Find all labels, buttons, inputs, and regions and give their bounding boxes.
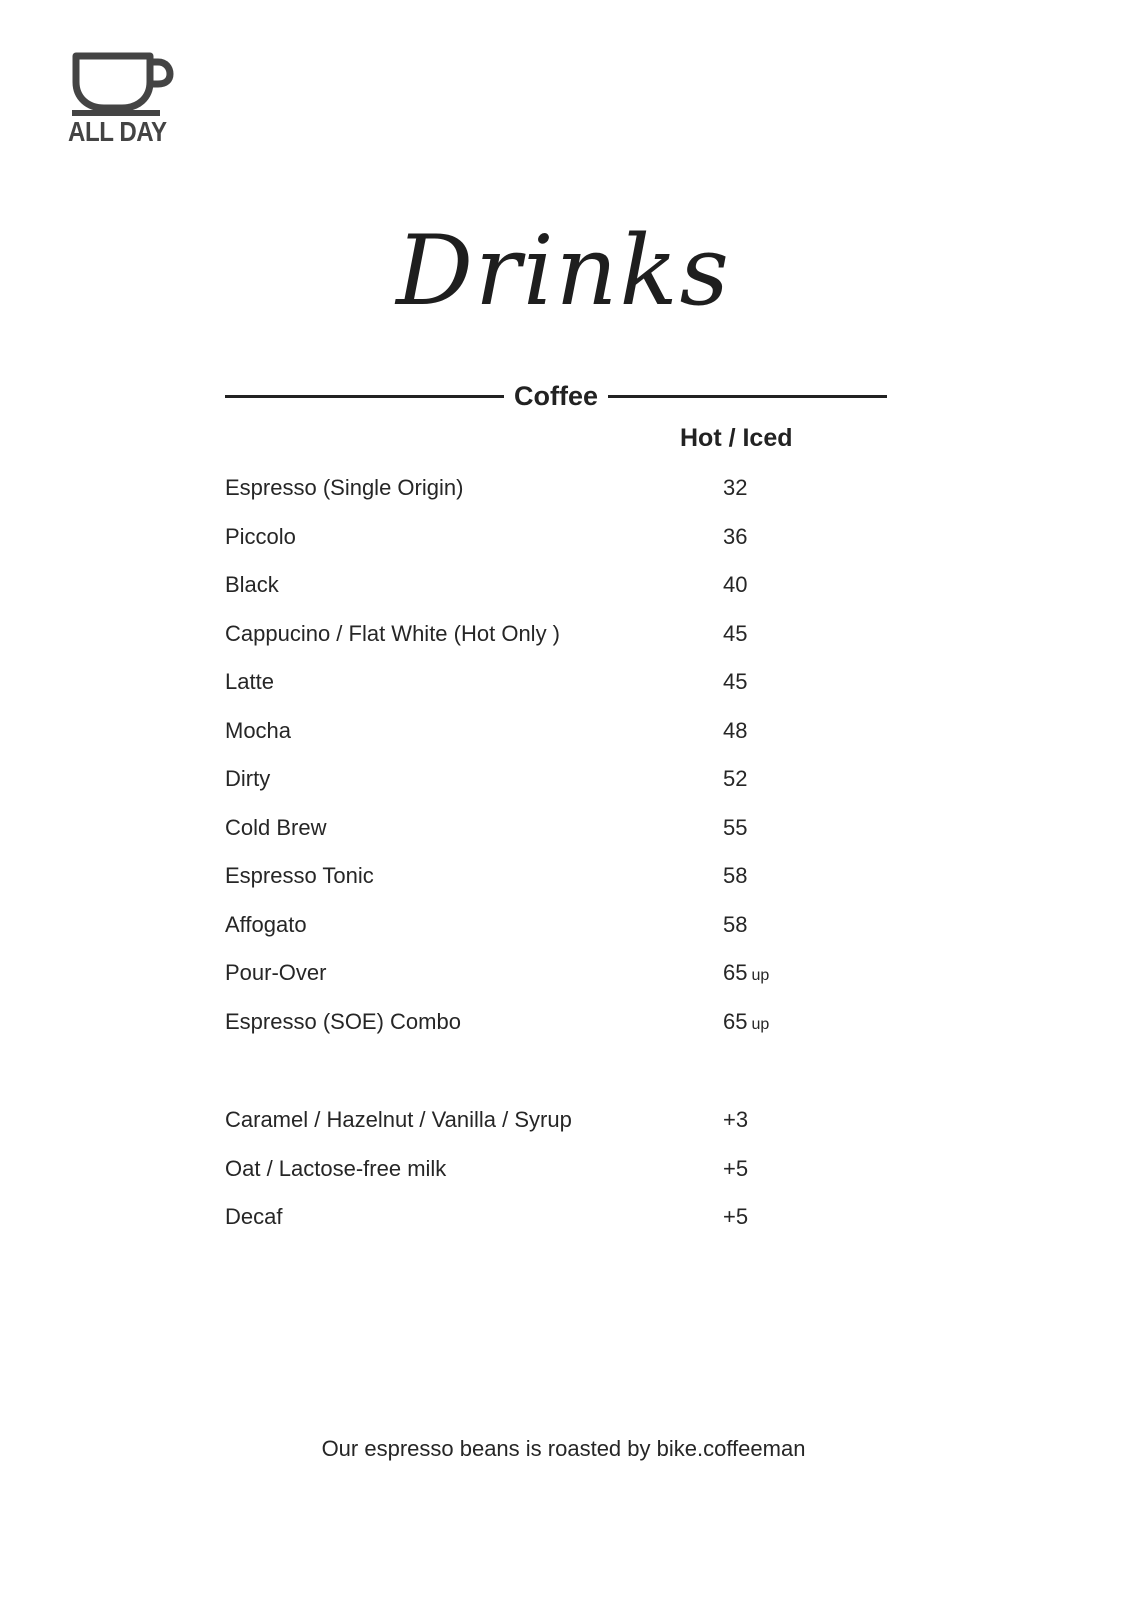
- section-title: Coffee: [514, 381, 599, 411]
- item-price: 65 up: [723, 960, 770, 985]
- extra-item: [225, 1104, 887, 1153]
- extra-name: Caramel / Hazelnut / Vanilla / Syrup: [225, 1107, 572, 1132]
- item-price: 48: [723, 717, 748, 743]
- footer-note: Our espresso beans is roasted by bike.coffeeman: [321, 1436, 806, 1461]
- brand-logo: [68, 50, 178, 150]
- item-price: 58: [723, 863, 748, 888]
- extra-price: +5: [723, 1204, 749, 1229]
- item-name: Espresso (SOE) Combo: [225, 1008, 461, 1034]
- item-name: Affogato: [225, 911, 307, 937]
- item-name: Espresso Tonic: [225, 863, 374, 888]
- item-price: 36: [723, 523, 748, 549]
- item-name: Latte: [225, 669, 274, 694]
- menu-item: [225, 909, 887, 958]
- extra-price: +3: [723, 1107, 749, 1132]
- item-price: 45: [723, 669, 748, 694]
- extra-name: Oat / Lactose-free milk: [225, 1155, 447, 1181]
- menu-item: [225, 618, 887, 667]
- menu-item: [225, 569, 887, 618]
- item-price: 40: [723, 572, 748, 597]
- extra-item: [225, 1201, 887, 1250]
- extra-item: [225, 1153, 887, 1202]
- item-name: Espresso (Single Origin): [225, 475, 464, 500]
- page-title: Drinks: [396, 215, 731, 327]
- menu-item: [225, 860, 887, 909]
- logo-text: ALL DAY: [68, 116, 167, 147]
- extras-list: [225, 1104, 887, 1250]
- menu-item: [225, 666, 887, 715]
- item-name: Piccolo: [225, 523, 296, 549]
- item-price: 55: [723, 814, 748, 840]
- coffee-cup-icon: [70, 50, 174, 118]
- menu-item: [225, 715, 887, 764]
- item-name: Cappucino / Flat White (Hot Only ): [225, 620, 561, 646]
- section-header: [225, 378, 887, 414]
- item-name: Dirty: [225, 766, 271, 791]
- item-price: 32: [723, 475, 748, 500]
- price-suffix: up: [751, 967, 770, 984]
- price-suffix: up: [751, 1015, 770, 1033]
- divider-right: [608, 395, 887, 398]
- item-price: 58: [723, 911, 748, 937]
- item-name: Black: [225, 572, 279, 597]
- menu-item: [225, 1006, 887, 1055]
- coffee-menu-list: [225, 472, 887, 1054]
- extra-price: +5: [723, 1155, 749, 1181]
- menu-item: [225, 812, 887, 861]
- item-name: Cold Brew: [225, 814, 327, 840]
- menu-item: [225, 957, 887, 1006]
- item-price: 65 up: [723, 1008, 770, 1034]
- extra-name: Decaf: [225, 1204, 283, 1229]
- divider-left: [225, 395, 504, 398]
- item-price: 52: [723, 766, 748, 791]
- menu-item: [225, 472, 887, 521]
- item-name: Mocha: [225, 717, 292, 743]
- menu-item: [225, 763, 887, 812]
- column-header: Hot / Iced: [680, 424, 793, 452]
- item-price: 45: [723, 620, 748, 646]
- item-name: Pour-Over: [225, 960, 327, 985]
- menu-item: [225, 521, 887, 570]
